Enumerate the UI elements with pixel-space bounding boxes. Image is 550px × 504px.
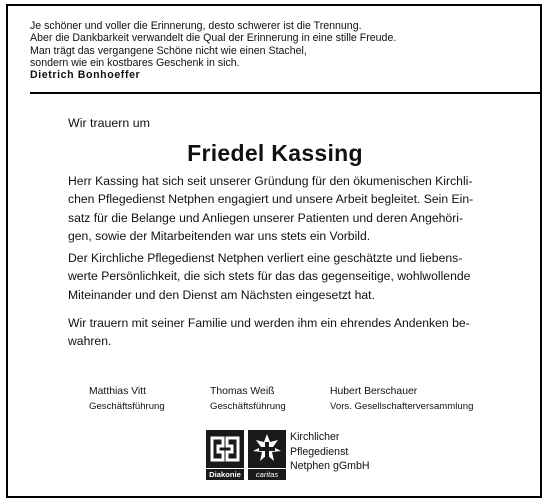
- diakonie-cross-icon: [206, 430, 244, 468]
- motto-author: Dietrich Bonhoeffer: [30, 69, 141, 82]
- paragraph-line: Herr Kassing hat sich seit unserer Gründung für den ökumenischen Kirchli-: [68, 174, 473, 188]
- motto-line: sondern wie ein kostbares Geschenk in sich.: [30, 56, 240, 69]
- paragraph: [68, 249, 500, 304]
- motto-line: Man trägt das vergangene Schöne nicht wie einen Stachel,: [30, 44, 307, 57]
- intro-text: Wir trauern um: [68, 116, 150, 130]
- motto-line: Aber die Dankbarkeit verwandelt die Qual der Erinnerung in eine stille Freude.: [30, 32, 397, 45]
- organization-line: Pflegedienst: [290, 445, 349, 458]
- caritas-label: caritas: [248, 469, 286, 480]
- diakonie-label: Diakonie: [206, 469, 244, 480]
- paragraph-line: satz für die Belange und Anliegen unserer Patienten und deren Angehöri-: [68, 210, 464, 225]
- paragraph: [68, 172, 500, 246]
- motto-quote: [30, 20, 510, 81]
- footer-logos: [206, 430, 506, 480]
- paragraph: [68, 314, 500, 351]
- paragraph-line: werte Persönlichkeit, die sich stets für das das gegenseitige, wohlwollende: [68, 269, 471, 284]
- deceased-name: Friedel Kassing: [187, 140, 363, 166]
- signatory: [89, 384, 165, 414]
- signatory-name: Hubert Berschauer: [330, 386, 418, 397]
- signatory-role: Geschäftsführung: [210, 401, 286, 412]
- paragraph-line: chen Pflegedienst Netphen engagiert und unsere Arbeit begleitet. Sein Ein-: [68, 192, 474, 207]
- organization-line: Netphen gGmbH: [290, 460, 370, 473]
- signatory-name: Thomas Weiß: [210, 386, 275, 397]
- divider: [30, 92, 540, 94]
- organization-name: [290, 430, 370, 474]
- signatory: [210, 384, 286, 414]
- organization-line: Kirchlicher: [290, 431, 340, 443]
- signatory-role: Geschäftsführung: [89, 401, 165, 412]
- motto-line: Je schöner und voller die Erinnerung, desto schwerer ist die Trennung.: [30, 20, 362, 32]
- signatory-role: Vors. Gesellschafterversammlung: [330, 401, 474, 412]
- paragraph-line: Miteinander und den Dienst am Nächsten eingesetzt hat.: [68, 287, 375, 302]
- caritas-flame-cross-icon: [248, 430, 286, 468]
- paragraph-line: Der Kirchliche Pflegedienst Netphen verliert eine geschätzte und liebens-: [68, 251, 463, 265]
- paragraph-line: Wir trauern mit seiner Familie und werden ihm ein ehrendes Andenken be-: [68, 316, 470, 330]
- paragraph-line: wahren.: [68, 334, 112, 349]
- signatory: [330, 384, 473, 414]
- signatory-name: Matthias Vitt: [89, 386, 146, 397]
- paragraph-line: gen, sowie der Mitarbeitenden war uns stets ein Vorbild.: [68, 229, 371, 244]
